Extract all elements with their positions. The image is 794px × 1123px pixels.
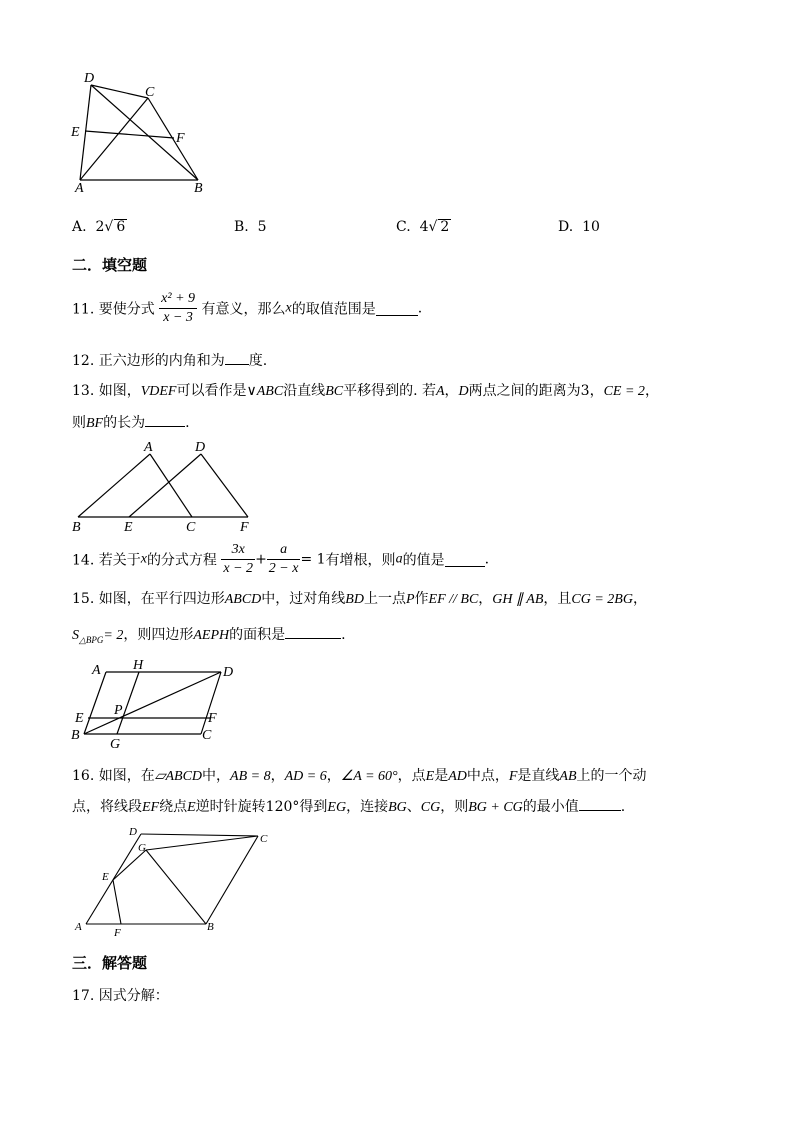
question-16-line2: 点，将线段EF绕点E逆时针旋转120°得到EG，连接BG、CG，则BG + CG的最小值 . <box>72 796 625 816</box>
label-E: E <box>71 125 80 140</box>
question-15-line2: $S_{\triangle BPG}= 2$，则四边形AEPH的面积是 . <box>72 624 346 646</box>
figure-quadrilateral-q10 <box>60 60 220 200</box>
question-15-line1: 15. 如图，在平行四边形ABCD中，过对角线BD上一点P作EF // BC，GH ∥ AB，且CG = 2BG， <box>72 591 647 607</box>
fraction-2: $\frac{a}{2 - x}$ <box>268 542 299 576</box>
label-D: D <box>129 826 137 838</box>
label-C: C <box>202 728 212 743</box>
label-B: B <box>71 728 80 743</box>
label-D: D <box>195 440 206 455</box>
choice-d: D. 10 <box>558 219 600 235</box>
fraction-q11: $\frac{\text{x² + 9}}{x - 3}$ <box>161 291 196 325</box>
label-A: A <box>75 181 84 196</box>
figure-parallelogram-q16 <box>66 822 286 942</box>
label-A: A <box>92 663 101 678</box>
answer-blank[interactable] <box>225 350 249 365</box>
label-C: C <box>145 85 155 100</box>
label-G: G <box>138 842 146 854</box>
label-E: E <box>75 711 84 726</box>
label-D: D <box>223 665 234 680</box>
answer-blank[interactable] <box>145 412 185 427</box>
question-16-line1: 16. 如图，在▱ABCD中，AB = 8，AD = 6，∠A = 60°，点E是AD中点，F是直线AB上的一个动 <box>72 768 647 784</box>
fraction-1: $\frac{3x}{x - 2}$ <box>223 542 254 576</box>
question-13-line2: 则BF的长为 . <box>72 412 190 432</box>
label-A: A <box>144 440 153 455</box>
label-E: E <box>102 871 109 883</box>
label-B: B <box>207 921 214 933</box>
section-title-answer: 三．解答题 <box>72 954 148 972</box>
answer-blank[interactable] <box>445 552 485 567</box>
choice-c: C. 4√ 2 <box>396 219 450 235</box>
answer-blank[interactable] <box>579 796 621 811</box>
label-A: A <box>75 921 82 933</box>
answer-blank[interactable] <box>376 301 418 316</box>
label-B: B <box>72 520 81 535</box>
choice-a: A. 2√ 6 <box>72 219 126 235</box>
question-11: 11. 要使分式 $\frac{\text{x² + 9}}{x - 3}$ 有意义，那么x的取值范围是 . <box>72 291 423 325</box>
label-D: D <box>84 71 95 86</box>
choice-b: B. 5 <box>234 219 267 235</box>
label-C: C <box>186 520 196 535</box>
label-H: H <box>133 658 144 673</box>
label-E: E <box>124 520 133 535</box>
label-F: F <box>176 131 185 146</box>
label-F: F <box>240 520 249 535</box>
label-F: F <box>208 711 217 726</box>
answer-blank[interactable] <box>285 624 341 639</box>
question-17: 17. 因式分解： <box>72 988 169 1004</box>
label-G: G <box>110 737 121 752</box>
label-B: B <box>194 181 203 196</box>
section-title-fill-blank: 二．填空题 <box>72 256 148 274</box>
label-P: P <box>114 703 123 718</box>
question-12: 12. 正六边形的内角和为 度. <box>72 350 267 370</box>
figure-translated-triangles-q13 <box>66 438 266 538</box>
figure-parallelogram-q15 <box>66 656 246 751</box>
question-14: 14. 若关于x的分式方程 $\frac{3x}{x - 2}$ + $\frac{a}{2 - x}$ = 1有增根，则a的值是 . <box>72 542 490 576</box>
label-F: F <box>114 927 121 939</box>
label-C: C <box>260 833 268 845</box>
question-13-line1: 13. 如图，VDEF可以看作是∨ABC沿直线BC平移得到的. 若A，D两点之间的距离为3，CE = 2， <box>72 383 659 399</box>
